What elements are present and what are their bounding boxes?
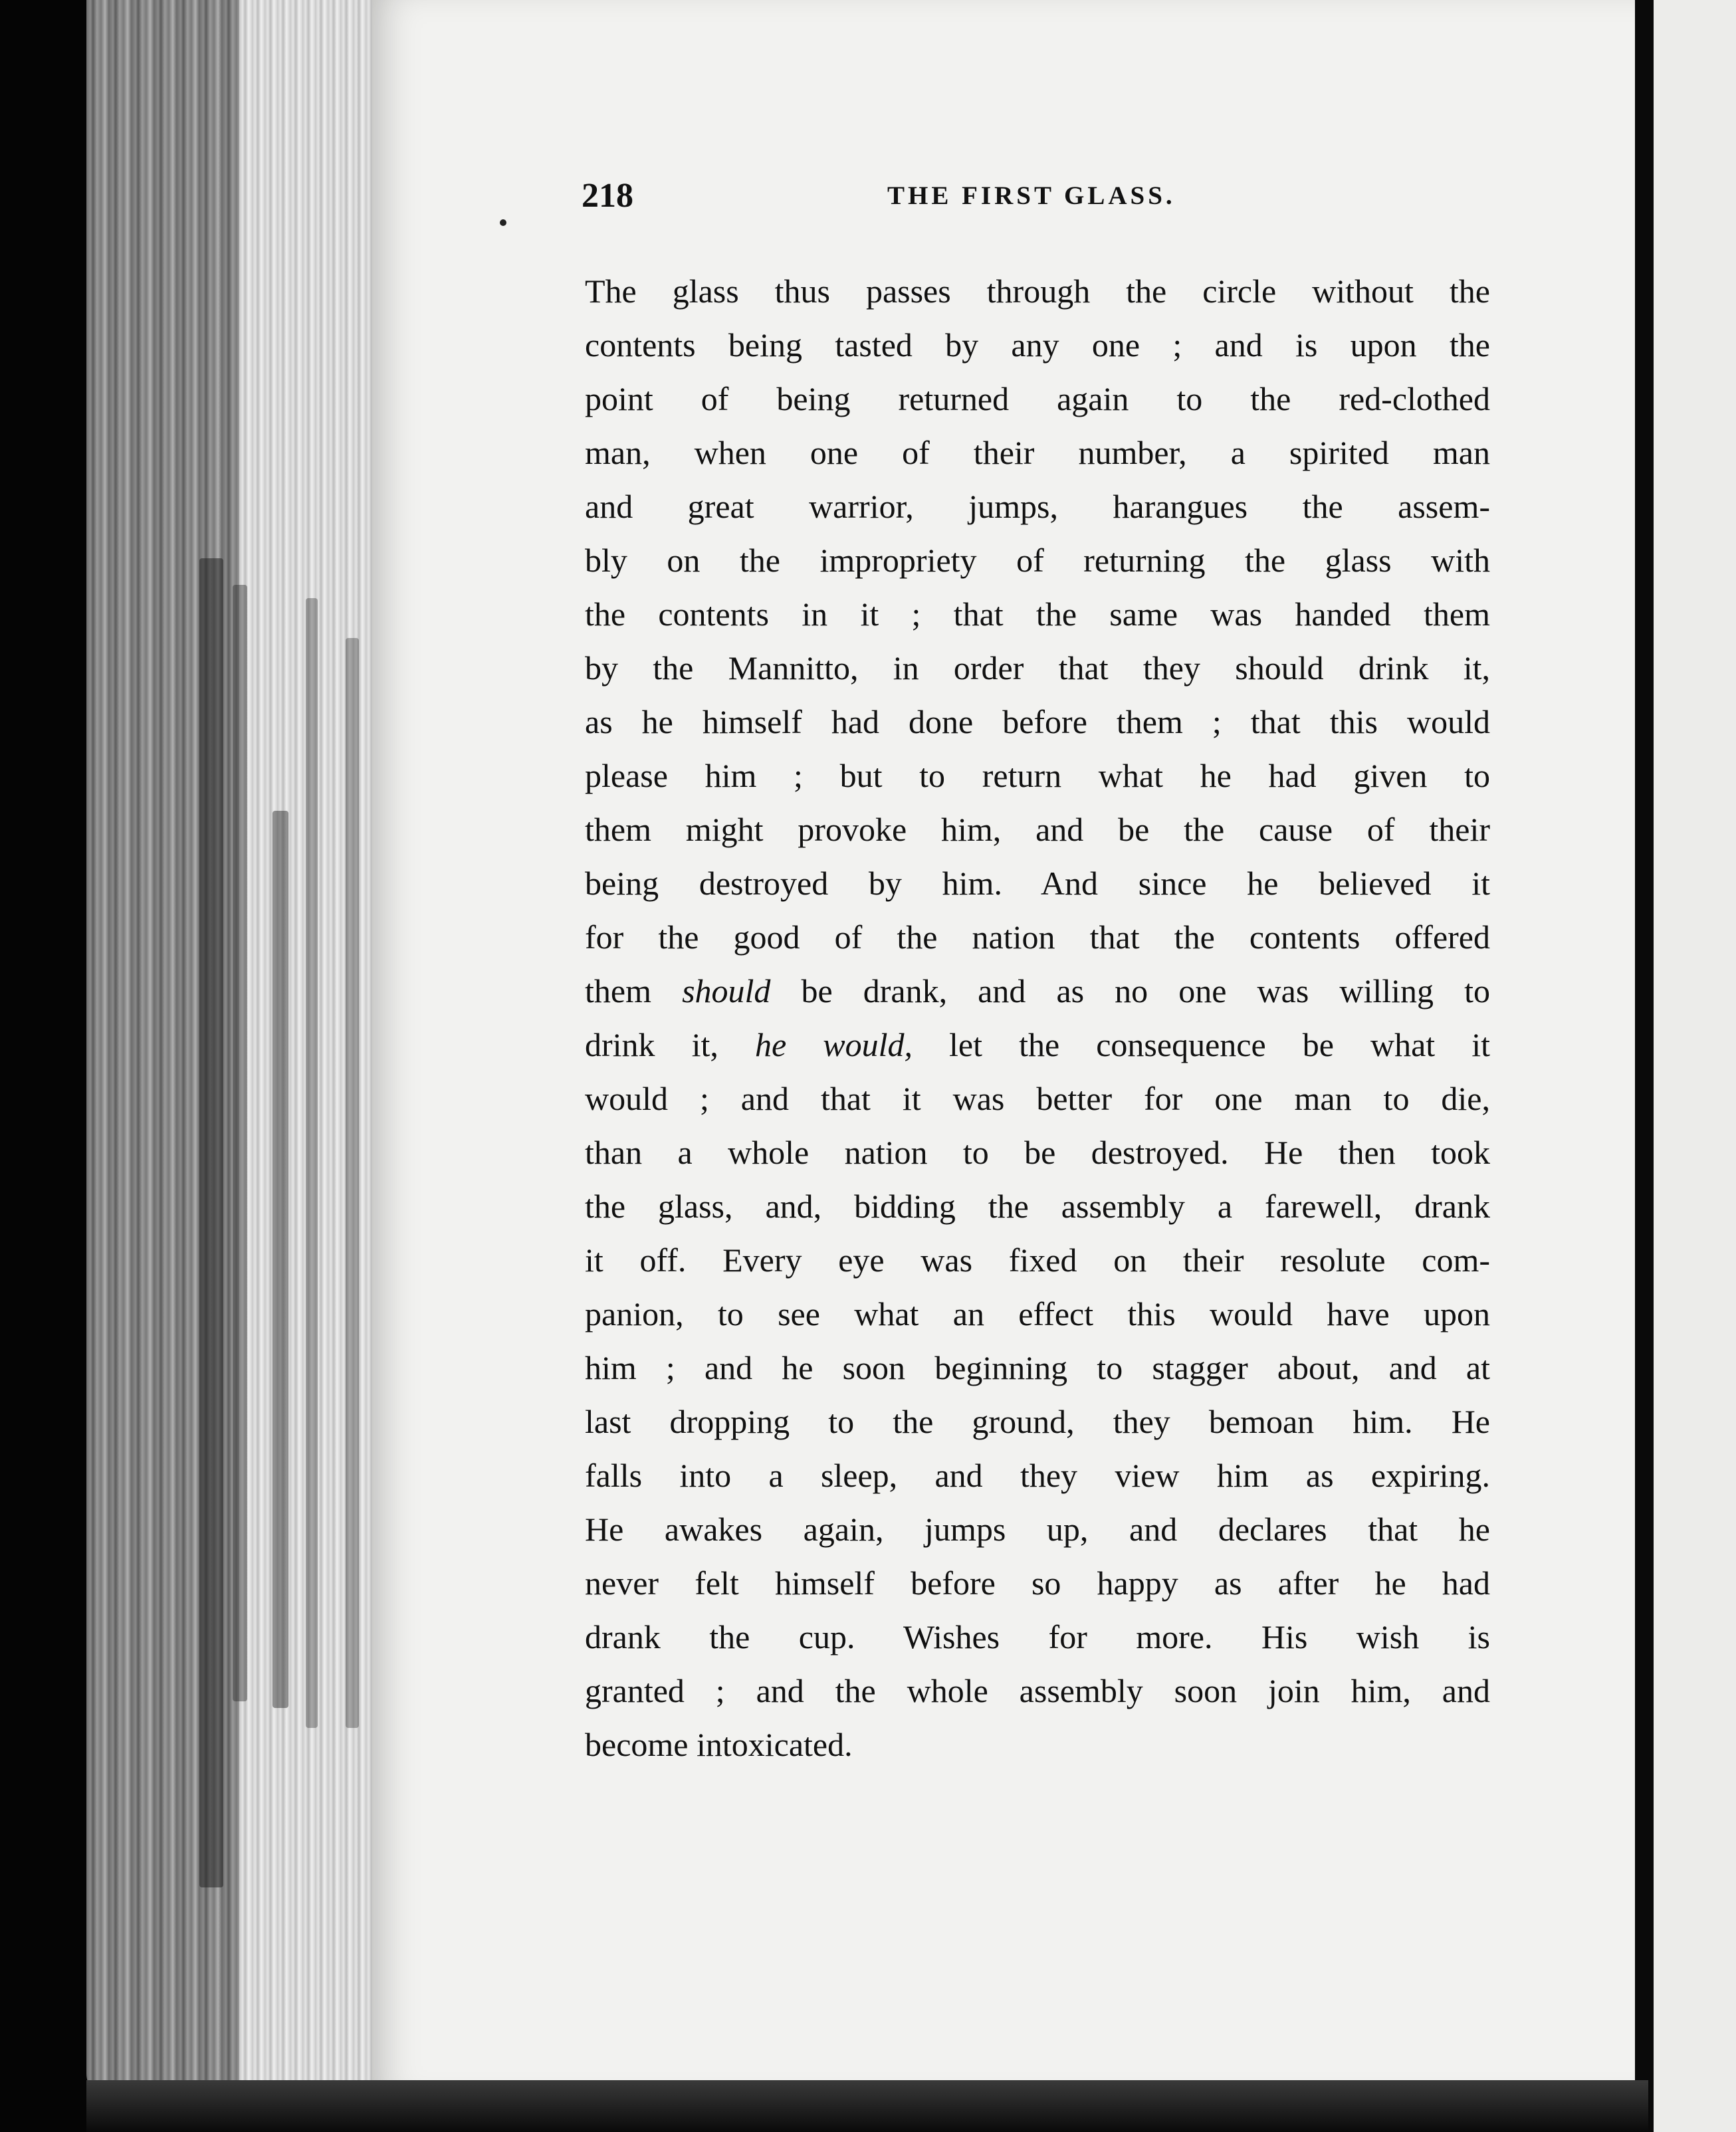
text-line [585,803,1490,857]
text-line [585,1449,1490,1503]
italic-text: should [682,972,771,1010]
text-line [585,1072,1490,1126]
text-segment: bly on the impropriety of returning the glass with [585,542,1490,579]
text-line [585,534,1490,587]
text-line [585,857,1490,910]
text-line [585,1503,1490,1556]
text-segment: the glass, and, bidding the assembly a farewell, drank [585,1188,1490,1225]
text-line [585,641,1490,695]
text-line [585,1180,1490,1233]
text-segment: would ; and that it was better for one man to die, [585,1080,1490,1117]
text-segment: granted ; and the whole assembly soon join him, and [585,1672,1490,1709]
text-line [585,480,1490,534]
text-segment: being destroyed by him. And since he believed it [585,865,1490,902]
text-segment: the contents in it ; that the same was handed them [585,595,1490,633]
bleed-mark [233,585,247,1701]
page-header [582,169,1492,223]
text-segment: than a whole nation to be destroyed. He then took [585,1134,1490,1171]
text-segment: contents being tasted by any one ; and is upon the [585,326,1490,364]
text-line [585,1556,1490,1610]
text-line [585,1718,1490,1772]
text-line [585,1233,1490,1287]
text-segment: them [585,972,683,1010]
text-line [585,1395,1490,1449]
stray-mark [500,219,506,226]
text-line [585,318,1490,372]
text-line [585,1287,1490,1341]
text-segment: as he himself had done before them ; that this would [585,703,1490,740]
text-segment: it off. Every eye was fixed on their resolute com- [585,1241,1490,1279]
body-text [585,265,1490,1772]
text-segment: by the Mannitto, in order that they should drink it, [585,649,1490,687]
text-segment: drink it, [585,1026,755,1063]
text-line [585,964,1490,1018]
text-segment: man, when one of their number, a spirited man [585,434,1490,471]
text-line [585,749,1490,803]
running-head: THE FIRST GLASS. [887,181,1176,210]
text-line [585,372,1490,426]
bleed-mark [199,558,223,1887]
text-segment: The glass thus passes through the circle without the [585,272,1490,310]
text-segment: point of being returned again to the red-clothed [585,380,1490,417]
text-line [585,587,1490,641]
text-line [585,1341,1490,1395]
bottom-shadow [86,2080,1648,2132]
text-segment: him ; and he soon beginning to stagger about, and at [585,1349,1490,1386]
text-line [585,1664,1490,1718]
text-segment: He awakes again, jumps up, and declares that he [585,1511,1490,1548]
text-segment: for the good of the nation that the contents offered [585,918,1490,956]
text-segment: be drank, and as no one was willing to [770,972,1490,1010]
bleed-mark [346,638,359,1728]
italic-text: he would, [754,1026,913,1063]
adjacent-page [1654,0,1736,2132]
text-line [585,1126,1490,1180]
text-segment: become intoxicated. [585,1726,853,1763]
page-number: 218 [582,177,633,215]
text-segment: and great warrior, jumps, harangues the assem- [585,488,1490,525]
text-segment: let the consequence be what it [912,1026,1491,1063]
bleed-mark [272,811,288,1708]
text-line [585,265,1490,318]
scanner-background [0,0,100,2132]
text-segment: drank the cup. Wishes for more. His wish is [585,1618,1490,1655]
text-segment: please him ; but to return what he had given to [585,757,1490,794]
text-line [585,1610,1490,1664]
text-segment: panion, to see what an effect this would have upon [585,1295,1490,1332]
text-segment: falls into a sleep, and they view him as expiring. [585,1457,1490,1494]
bleed-mark [306,598,318,1728]
text-segment: never felt himself before so happy as after he had [585,1564,1490,1602]
text-line [585,426,1490,480]
text-line [585,910,1490,964]
text-segment: them might provoke him, and be the cause of their [585,811,1490,848]
page-divider [1635,0,1654,2132]
text-line [585,695,1490,749]
text-segment: last dropping to the ground, they bemoan him. He [585,1403,1490,1440]
text-line [585,1018,1490,1072]
